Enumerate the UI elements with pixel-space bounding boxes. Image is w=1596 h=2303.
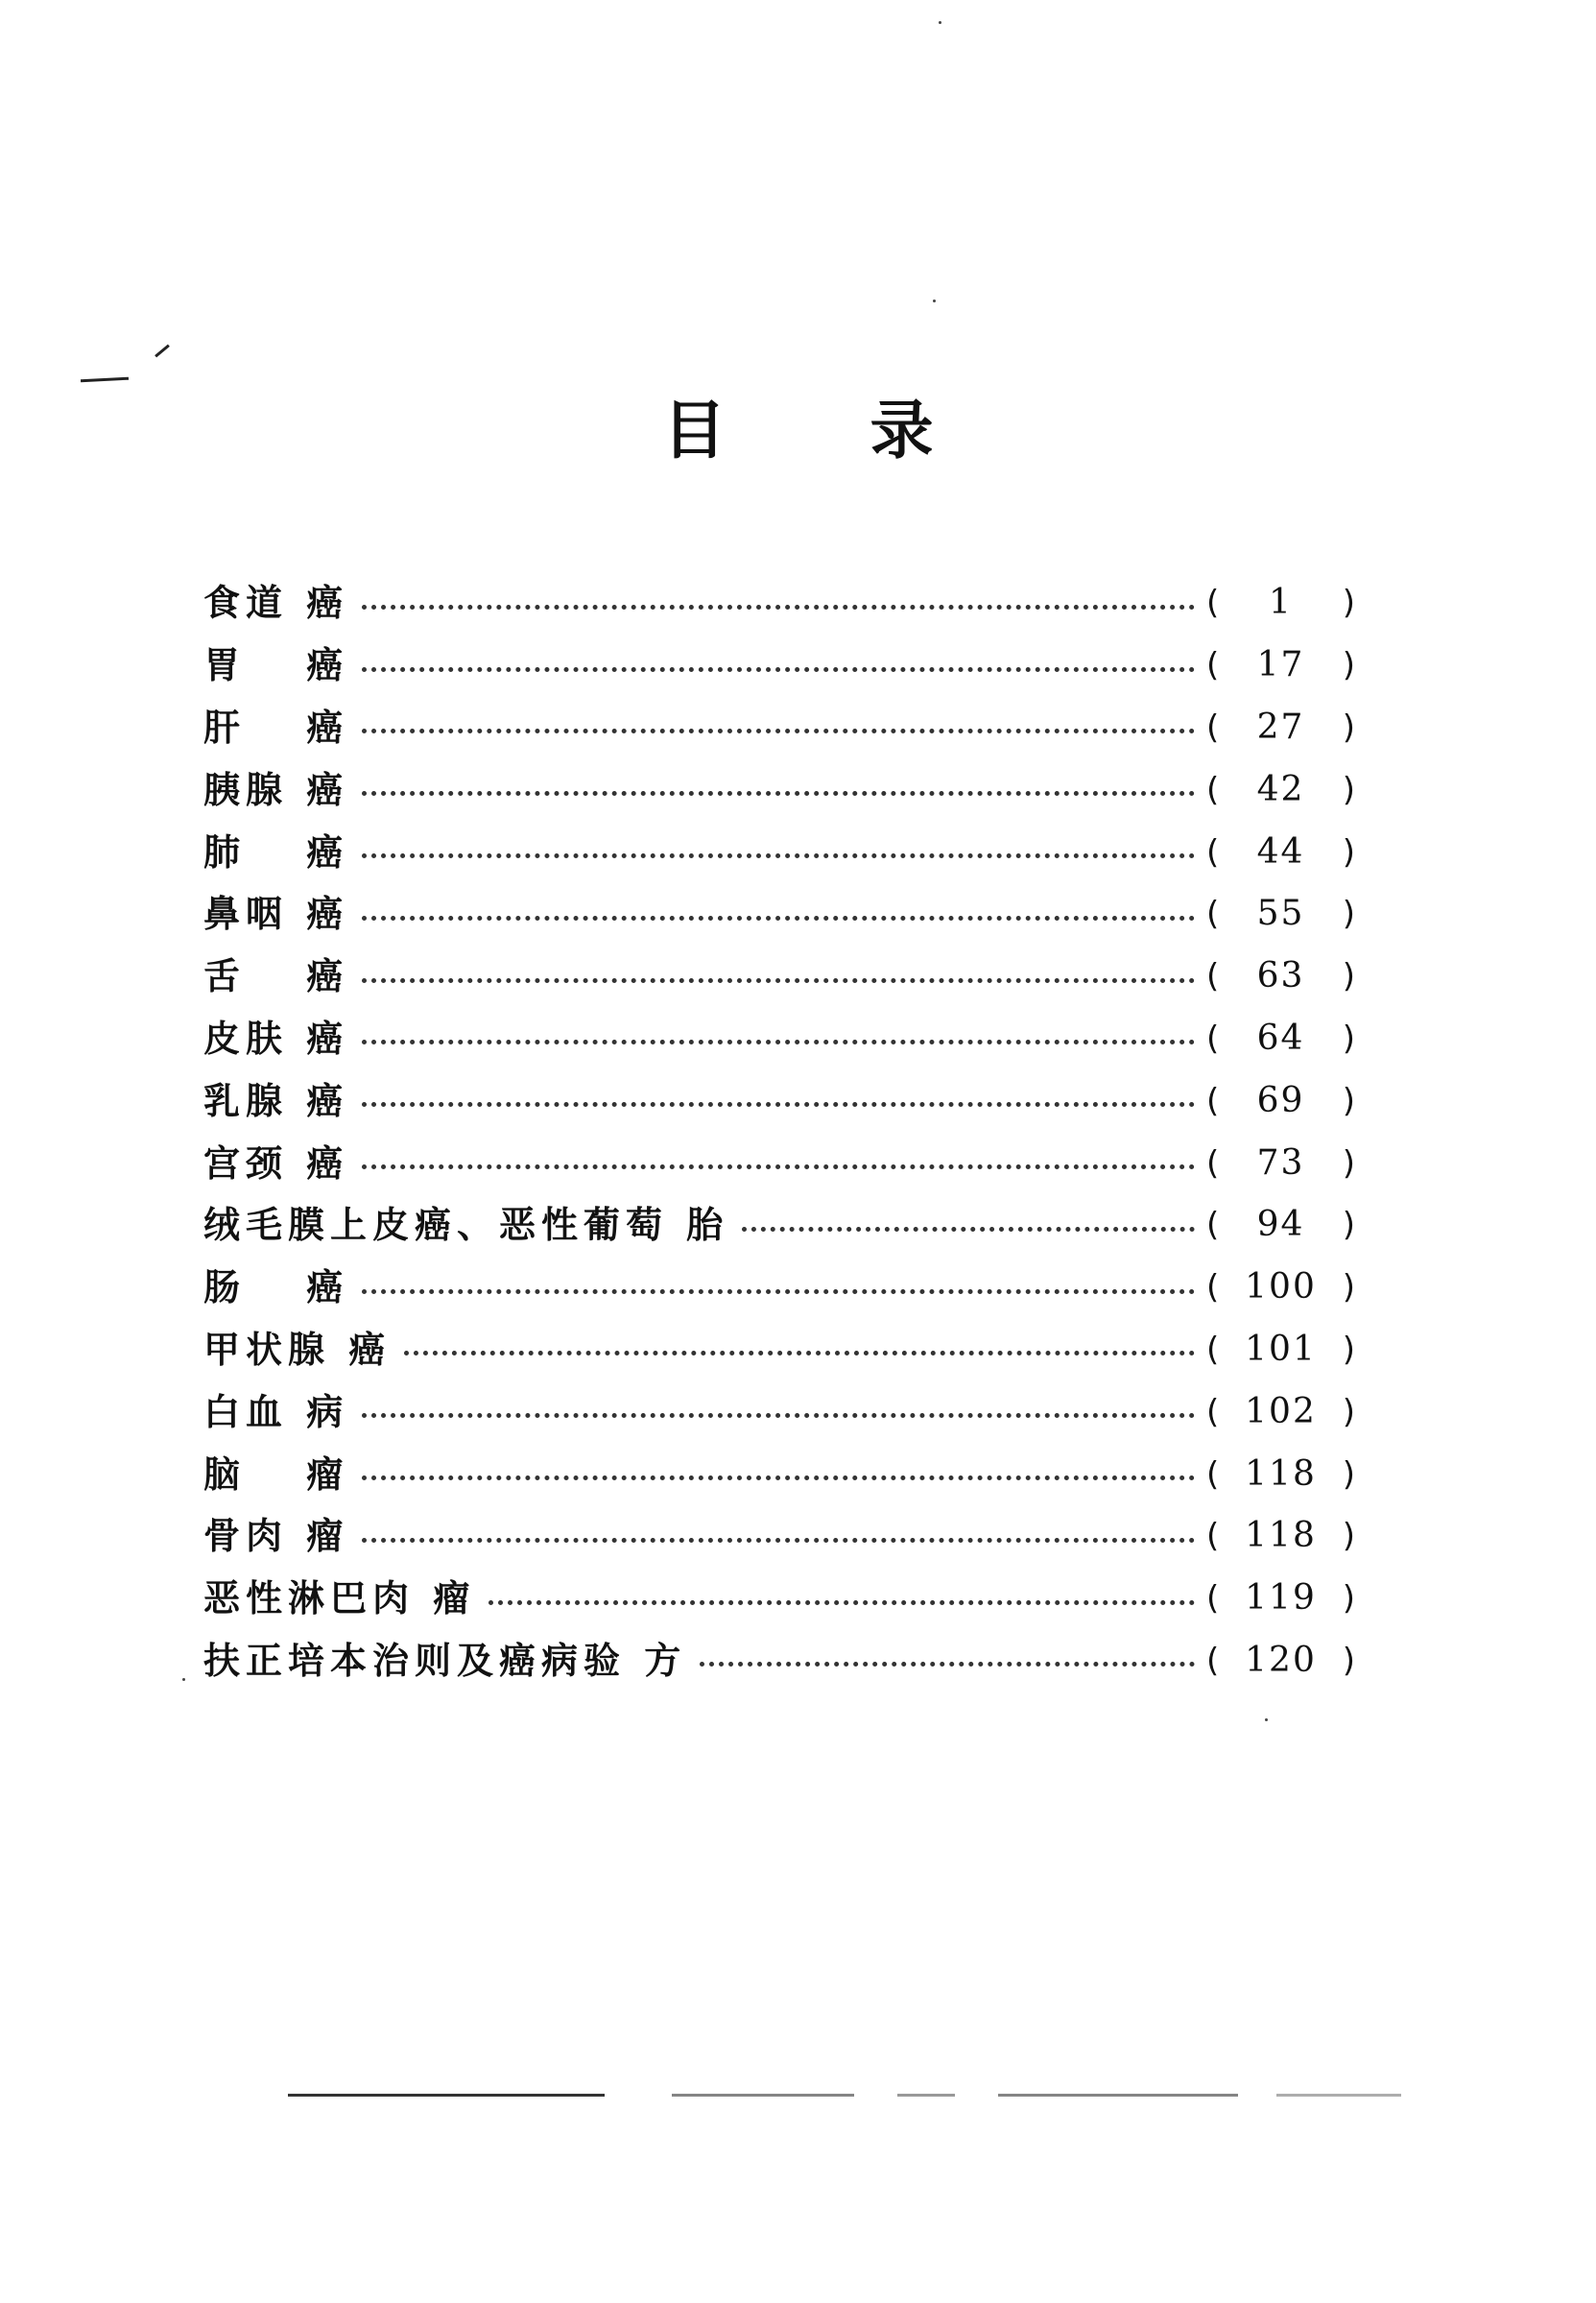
- dot-leader: [700, 1662, 1195, 1667]
- open-paren: (: [1206, 832, 1220, 872]
- close-paren: ): [1342, 1330, 1355, 1369]
- toc-page-number: 100: [1245, 1267, 1317, 1307]
- toc-page-ref: [1206, 1018, 1355, 1058]
- toc-row[interactable]: [203, 758, 1355, 821]
- toc-row[interactable]: [203, 697, 1355, 759]
- page-title: [0, 379, 1596, 470]
- toc-page-number: 101: [1245, 1329, 1317, 1369]
- scan-speck: [1265, 1718, 1268, 1721]
- scan-speck: [182, 1678, 185, 1681]
- dot-leader: [362, 667, 1195, 672]
- toc-page-ref: [1206, 956, 1355, 996]
- close-paren: ): [1342, 1454, 1355, 1494]
- toc-page-number: 94: [1256, 1205, 1305, 1245]
- toc-page-ref: [1206, 645, 1355, 685]
- toc-row[interactable]: [203, 1069, 1355, 1132]
- toc-entry-title: 皮肤 癌: [203, 1016, 349, 1060]
- toc-page-ref: [1206, 1142, 1355, 1183]
- toc-row[interactable]: [203, 1008, 1355, 1070]
- toc-entry-title: 肺 癌: [203, 829, 349, 874]
- toc-page-ref: [1206, 1205, 1355, 1245]
- toc-row[interactable]: [203, 572, 1355, 635]
- dot-leader: [362, 853, 1195, 858]
- open-paren: (: [1206, 957, 1220, 996]
- close-paren: ): [1342, 1579, 1355, 1619]
- toc-entry-title: 胃 癌: [203, 643, 349, 687]
- toc-entry-title: 肠 癌: [203, 1265, 349, 1309]
- toc-page-ref: [1206, 583, 1355, 623]
- dot-leader: [362, 1102, 1195, 1107]
- close-paren: ): [1342, 895, 1355, 934]
- toc-entry-title: 脑 瘤: [203, 1451, 349, 1496]
- toc-entry-title: 宫颈 癌: [203, 1140, 349, 1185]
- toc-page-ref: [1206, 1516, 1355, 1556]
- close-paren: ): [1342, 957, 1355, 996]
- toc-page-number: 69: [1256, 1080, 1305, 1120]
- toc-row[interactable]: [203, 1380, 1355, 1443]
- toc-entry-title: 食道 癌: [203, 581, 349, 625]
- close-paren: ): [1342, 708, 1355, 747]
- open-paren: (: [1206, 895, 1220, 934]
- open-paren: (: [1206, 708, 1220, 747]
- toc-page-ref: [1206, 1267, 1355, 1307]
- dot-leader: [488, 1600, 1195, 1605]
- toc-row[interactable]: [203, 1630, 1355, 1692]
- toc-page-ref: [1206, 1640, 1355, 1680]
- toc-row[interactable]: [203, 1568, 1355, 1630]
- toc-row[interactable]: [203, 821, 1355, 883]
- toc-entry-title: 舌 癌: [203, 954, 349, 998]
- dot-leader: [362, 1164, 1195, 1169]
- open-paren: (: [1206, 1019, 1220, 1058]
- close-paren: ): [1342, 1641, 1355, 1680]
- open-paren: (: [1206, 646, 1220, 685]
- scan-speck: [933, 300, 936, 302]
- toc-entry-title: 肝 癌: [203, 705, 349, 749]
- toc-entry-title: 甲状腺 癌: [203, 1327, 392, 1371]
- toc-page-ref: [1206, 707, 1355, 747]
- toc-row[interactable]: [203, 1319, 1355, 1381]
- open-paren: (: [1206, 1517, 1220, 1556]
- bottom-rule: [1276, 2094, 1401, 2097]
- toc-page-number: 55: [1256, 894, 1305, 934]
- dot-leader: [362, 729, 1195, 733]
- toc-page-ref: [1206, 1578, 1355, 1619]
- bottom-rule: [998, 2094, 1238, 2097]
- dot-leader: [362, 791, 1195, 796]
- close-paren: ): [1342, 584, 1355, 623]
- close-paren: ): [1342, 770, 1355, 809]
- toc-page-number: 42: [1256, 769, 1305, 809]
- dot-leader: [362, 916, 1195, 921]
- open-paren: (: [1206, 1454, 1220, 1494]
- toc-page-ref: [1206, 1080, 1355, 1120]
- dot-leader: [404, 1351, 1195, 1355]
- dot-leader: [362, 1040, 1195, 1044]
- dot-leader: [362, 1475, 1195, 1480]
- toc-page-number: 63: [1256, 956, 1305, 996]
- toc-page-ref: [1206, 1453, 1355, 1494]
- toc-page-number: 118: [1245, 1453, 1317, 1494]
- close-paren: ): [1342, 832, 1355, 872]
- open-paren: (: [1206, 770, 1220, 809]
- toc-page-number: 118: [1245, 1516, 1317, 1556]
- toc-page-number: 17: [1256, 645, 1305, 685]
- dot-leader: [742, 1227, 1195, 1232]
- dot-leader: [362, 605, 1195, 610]
- open-paren: (: [1206, 1268, 1220, 1307]
- open-paren: (: [1206, 1579, 1220, 1619]
- scan-mark-tick: [155, 345, 170, 358]
- toc-entry-title: 恶性淋巴肉 瘤: [203, 1576, 476, 1620]
- toc-entry-title: 骨肉 瘤: [203, 1514, 349, 1558]
- toc-page-number: 64: [1256, 1018, 1305, 1058]
- toc-entry-title: 绒毛膜上皮癌、恶性葡萄 胎: [203, 1203, 729, 1247]
- scan-speck: [939, 21, 941, 24]
- open-paren: (: [1206, 1641, 1220, 1680]
- toc-row[interactable]: [203, 1257, 1355, 1319]
- toc-row[interactable]: [203, 883, 1355, 946]
- close-paren: ): [1342, 1143, 1355, 1183]
- open-paren: (: [1206, 1143, 1220, 1183]
- toc-row[interactable]: [203, 1443, 1355, 1505]
- toc-page-ref: [1206, 831, 1355, 872]
- toc-row[interactable]: [203, 1194, 1355, 1257]
- bottom-rule: [288, 2094, 605, 2097]
- close-paren: ): [1342, 1268, 1355, 1307]
- close-paren: ): [1342, 646, 1355, 685]
- dot-leader: [362, 978, 1195, 983]
- toc-row[interactable]: [203, 1132, 1355, 1194]
- open-paren: (: [1206, 1330, 1220, 1369]
- toc-page-ref: [1206, 1329, 1355, 1369]
- dot-leader: [362, 1413, 1195, 1418]
- toc-page-number: 27: [1256, 707, 1305, 747]
- toc-page-ref: [1206, 1391, 1355, 1431]
- toc-page-ref: [1206, 769, 1355, 809]
- toc-page-number: 73: [1256, 1142, 1305, 1183]
- close-paren: ): [1342, 1206, 1355, 1245]
- title-char-2: 录: [869, 393, 934, 468]
- close-paren: ): [1342, 1392, 1355, 1431]
- bottom-rule: [672, 2094, 854, 2097]
- dot-leader: [362, 1289, 1195, 1294]
- toc-page-ref: [1206, 894, 1355, 934]
- toc-entry-title: 扶正培本治则及癌病验 方: [203, 1638, 687, 1682]
- open-paren: (: [1206, 1081, 1220, 1120]
- open-paren: (: [1206, 1392, 1220, 1431]
- open-paren: (: [1206, 1206, 1220, 1245]
- toc-page-number: 119: [1245, 1578, 1317, 1619]
- toc-page-number: 120: [1245, 1640, 1317, 1680]
- toc-row[interactable]: [203, 635, 1355, 697]
- toc-row[interactable]: [203, 1505, 1355, 1568]
- toc-row[interactable]: [203, 946, 1355, 1008]
- open-paren: (: [1206, 584, 1220, 623]
- toc-entry-title: 胰腺 癌: [203, 767, 349, 811]
- table-of-contents: [203, 572, 1355, 1691]
- toc-entry-title: 乳腺 癌: [203, 1078, 349, 1122]
- toc-page-number: 1: [1269, 583, 1293, 623]
- title-char-1: 目: [662, 393, 727, 468]
- toc-page-number: 102: [1245, 1391, 1317, 1431]
- toc-page-number: 44: [1256, 831, 1305, 872]
- bottom-rule: [897, 2094, 955, 2097]
- toc-entry-title: 白血 病: [203, 1389, 349, 1433]
- close-paren: ): [1342, 1517, 1355, 1556]
- toc-entry-title: 鼻咽 癌: [203, 892, 349, 936]
- close-paren: ): [1342, 1081, 1355, 1120]
- dot-leader: [362, 1538, 1195, 1543]
- close-paren: ): [1342, 1019, 1355, 1058]
